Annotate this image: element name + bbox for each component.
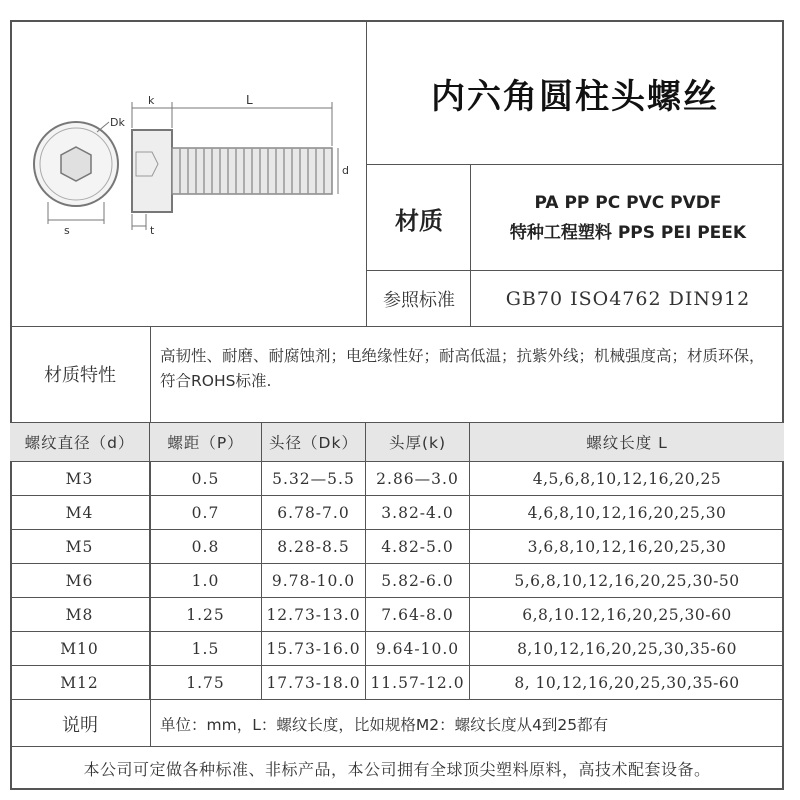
table-cell: M12: [10, 666, 150, 700]
divider: [10, 326, 784, 327]
table-cell: M3: [10, 462, 150, 496]
material-line-2: 特种工程塑料 PPS PEI PEEK: [509, 223, 747, 243]
table-cell: 5.32—5.5: [262, 462, 366, 496]
table-cell: M4: [10, 496, 150, 530]
page-title: 内六角圆柱头螺丝: [431, 76, 719, 117]
table-cell: 3,6,8,10,12,16,20,25,30: [470, 530, 784, 564]
table-cell: M6: [10, 564, 150, 598]
dim-s-label: s: [64, 224, 70, 237]
table-cell: 12.73-13.0: [262, 598, 366, 632]
dim-d-label: d: [342, 164, 349, 177]
table-cell: 11.57-12.0: [366, 666, 470, 700]
spec-table: [10, 422, 784, 700]
table-cell: 1.5: [150, 632, 262, 666]
divider: [366, 270, 784, 271]
dim-dk-label: Dk: [110, 116, 125, 129]
table-cell: 8.28-8.5: [262, 530, 366, 564]
screw-drawing: [14, 92, 354, 242]
table-cell: 4,5,6,8,10,12,16,20,25: [470, 462, 784, 496]
screw-top-view-icon: [34, 122, 118, 224]
table-cell: 5.82-6.0: [366, 564, 470, 598]
properties-label: 材质特性: [44, 365, 116, 386]
column-header-diameter: 螺纹直径（d）: [10, 422, 150, 462]
divider: [366, 20, 367, 326]
table-cell: 8,10,12,16,20,25,30,35-60: [470, 632, 784, 666]
table-cell: M8: [10, 598, 150, 632]
standard-label: 参照标准: [383, 290, 455, 311]
table-cell: 6.78-7.0: [262, 496, 366, 530]
table-cell: 6,8,10.12,16,20,25,30-60: [470, 598, 784, 632]
column-header-thread-length: 螺纹长度 L: [470, 422, 784, 462]
table-cell: 4.82-5.0: [366, 530, 470, 564]
material-line-1: PA PP PC PVC PVDF: [534, 193, 722, 213]
table-cell: 0.7: [150, 496, 262, 530]
table-cell: 7.64-8.0: [366, 598, 470, 632]
dim-k-label: k: [148, 94, 155, 107]
table-cell: 0.8: [150, 530, 262, 564]
column-header-head-diameter: 头径（Dk）: [262, 422, 366, 462]
material-value: [472, 166, 784, 270]
table-cell: 9.64-10.0: [366, 632, 470, 666]
table-cell: M10: [10, 632, 150, 666]
table-cell: 5,6,8,10,12,16,20,25,30-50: [470, 564, 784, 598]
properties-text: 高韧性、耐磨、耐腐蚀剂；电绝缘性好；耐高低温；抗紫外线；机械强度高；材质环保，符合ROHS标准.: [160, 347, 765, 390]
footer-text: 本公司可定做各种标准、非标产品，本公司拥有全球顶尖塑料原料，高技术配套设备。: [83, 759, 711, 779]
material-label: 材质: [395, 206, 443, 235]
note-text: 单位：mm，L：螺纹长度，比如规格M2：螺纹长度从4到25都有: [160, 716, 609, 734]
table-cell: 4,6,8,10,12,16,20,25,30: [470, 496, 784, 530]
table-cell: 0.5: [150, 462, 262, 496]
divider: [366, 164, 784, 165]
table-cell: 1.0: [150, 564, 262, 598]
dim-l-label: L: [246, 93, 253, 107]
table-cell: 1.25: [150, 598, 262, 632]
table-cell: 1.75: [150, 666, 262, 700]
table-cell: 15.73-16.0: [262, 632, 366, 666]
table-cell: 2.86—3.0: [366, 462, 470, 496]
dim-t-label: t: [150, 224, 155, 237]
divider: [470, 164, 471, 326]
column-header-pitch: 螺距（P）: [150, 422, 262, 462]
table-cell: 17.73-18.0: [262, 666, 366, 700]
table-cell: 9.78-10.0: [262, 564, 366, 598]
column-header-head-height: 头厚(k): [366, 422, 470, 462]
standard-value: GB70 ISO4762 DIN912: [505, 288, 751, 310]
note-label: 说明: [62, 715, 98, 736]
table-cell: 3.82-4.0: [366, 496, 470, 530]
divider: [10, 746, 784, 747]
screw-side-view-icon: [132, 102, 338, 230]
table-cell: M5: [10, 530, 150, 564]
table-cell: 8, 10,12,16,20,25,30,35-60: [470, 666, 784, 700]
